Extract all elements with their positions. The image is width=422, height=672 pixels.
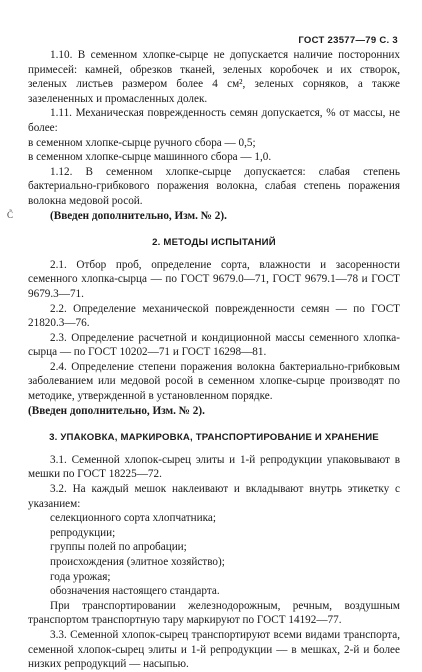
paragraph-2-1: 2.1. Отбор проб, определение сорта, влажности и засоренности семенного хлопка-сырца — по ГОСТ 9679.0—71, ГОСТ 9679.1—78 и ГОСТ 9679.3—71. — [28, 258, 400, 300]
document-body — [28, 48, 400, 672]
amendment-note-1: (Введен дополнительно, Изм. № 2). — [50, 209, 227, 222]
paragraph-1-11: 1.11. Механическая поврежденность семян допускается, % от массы, не более: — [28, 107, 400, 134]
paragraph-2-4: 2.4. Определение степени поражения волокна бактериально-грибковым заболеванием или медовой росой в семенном хлопке-сырце производят по методике, утвержденной в установленном порядке. — [28, 360, 400, 403]
page-header: ГОСТ 23577—79 С. 3 — [298, 35, 398, 46]
list-item: обозначения настоящего стандарта. — [50, 585, 220, 598]
amendment-note-2: (Введен дополнительно, Изм. № 2). — [28, 404, 205, 417]
section-heading-3: 3. УПАКОВКА, МАРКИРОВКА, ТРАНСПОРТИРОВАНИЕ И ХРАНЕНИЕ — [49, 432, 379, 444]
list-item: года урожая; — [50, 570, 111, 583]
margin-mark: C̃ — [7, 210, 13, 220]
label-list — [28, 511, 400, 599]
paragraph-1-11-b: в семенном хлопке-сырце машинного сбора — 1,0. — [28, 151, 272, 164]
list-item: происхождения (элитное хозяйство); — [50, 556, 225, 568]
paragraph-1-10: 1.10. В семенном хлопке-сырце не допускается наличие посторонних примесей: камней, обрезков тканей, зеленых коробочек и их створок, зеленых листьев размером более 4 см², зеленых сорняков, а также зазелененных и промасленных долек. — [28, 49, 400, 105]
paragraph-2-3: 2.3. Определение расчетной и кондиционной массы семенного хлопка-сырца — по ГОСТ 10202—71 и ГОСТ 16298—81. — [28, 331, 400, 359]
paragraph-1-11-a: в семенном хлопке-сырце ручного сбора — 0,5; — [28, 136, 256, 149]
paragraph-3-1: 3.1. Семенной хлопок-сырец элиты и 1-й репродукции упаковывают в мешки по ГОСТ 18225—72. — [28, 453, 400, 481]
list-item: репродукции; — [50, 526, 116, 539]
list-item: селекционного сорта хлопчатника; — [50, 512, 216, 525]
paragraph-3-2-transport: При транспортировании железнодорожным, речным, воздушным транспортом транспортную тару маркируют по ГОСТ 14192—77. — [28, 599, 400, 627]
section-heading-2: 2. МЕТОДЫ ИСПЫТАНИЙ — [152, 237, 276, 249]
paragraph-3-3: 3.3. Семенной хлопок-сырец транспортируют всеми видами транспорта, семенной хлопок-сырец элиты и 1-й репродукции — в мешках, 2-й и более низких репродукций — насыпью. — [28, 628, 400, 671]
paragraph-3-2: 3.2. На каждый мешок наклеивают и вкладывают внутрь этикетку с указанием: — [28, 483, 400, 510]
paragraph-1-12: 1.12. В семенном хлопке-сырце допускается: слабая степень бактериально-грибкового поражения волокна, слабая степень поражения волокна медовой росой. — [28, 165, 400, 207]
paragraph-2-2: 2.2. Определение механической поврежденности семян — по ГОСТ 21820.3—76. — [28, 302, 400, 330]
list-item: группы полей по апробации; — [50, 541, 187, 554]
